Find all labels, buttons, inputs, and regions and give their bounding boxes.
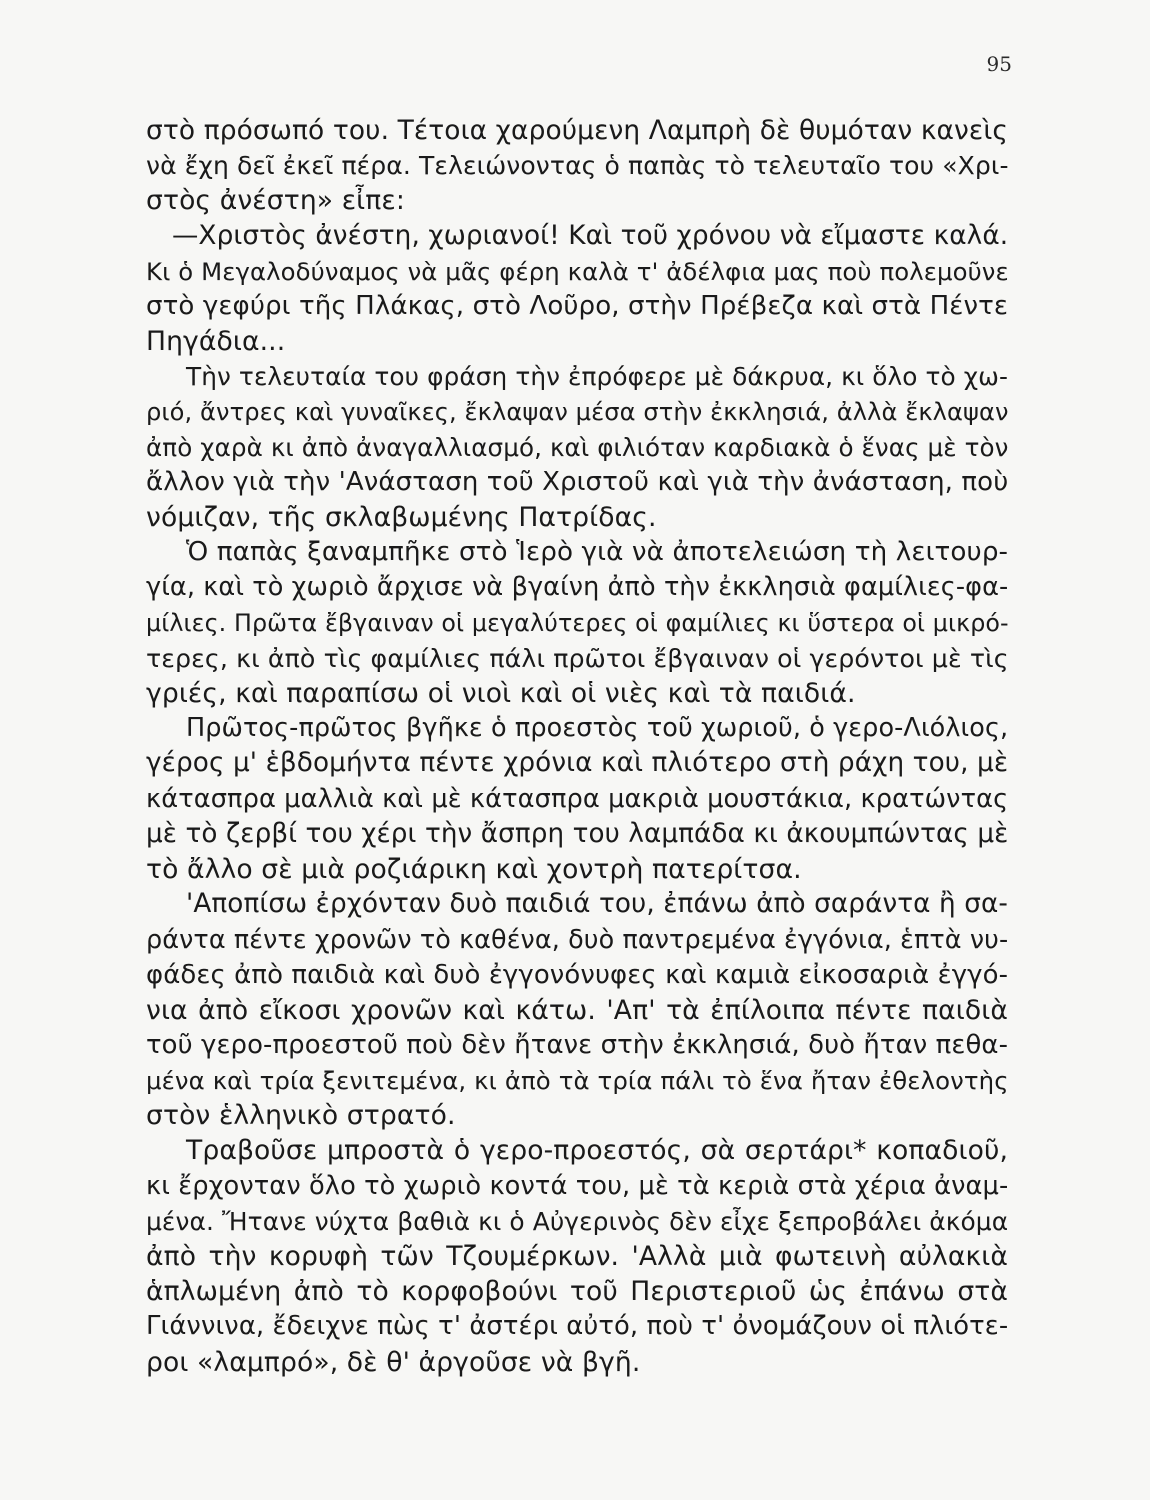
text-line: Κι ὁ Μεγαλοδύναμος νὰ μᾶς φέρη καλὰ τ' ἀδέλφια μας ποὺ πολεμοῦνε	[146, 256, 1009, 286]
page-number: 95	[986, 52, 1012, 76]
text-line: στὸς ἀνέστη» εἶπε:	[146, 185, 405, 217]
text-line: ἀπὸ χαρὰ κι ἀπὸ ἀναγαλλιασμό, καὶ φιλιόταν καρδιακὰ ὁ ἕνας μὲ τὸν	[146, 432, 1009, 462]
text-line: νια ἀπὸ εἴκοσι χρονῶν καὶ κάτω. 'Απ' τὰ ἐπίλοιπα πέντε παιδιὰ	[146, 994, 1008, 1026]
text-line: κάτασπρα μαλλιὰ καὶ μὲ κάτασπρα μακριὰ μουστάκια, κρατώντας	[146, 783, 1009, 814]
text-line: Γιάννινα, ἔδειχνε πὼς τ' ἀστέρι αὐτό, ποὺ τ' ὀνομάζουν οἱ πλιότε-	[146, 1311, 1009, 1342]
text-line: στὸ γεφύρι τῆς Πλάκας, στὸ Λοῦρο, στὴν Πρέβεζα καὶ στὰ Πέντε	[146, 290, 1009, 321]
body-text	[146, 113, 1008, 1380]
text-line: ἁπλωμένη ἀπὸ τὸ κορφοβούνι τοῦ Περιστεριοῦ ὡς ἐπάνω στὰ	[146, 1276, 1009, 1308]
text-line: τὸ ἄλλο σὲ μιὰ ροζιάρικη καὶ χοντρὴ πατερίτσα.	[146, 853, 802, 885]
text-line: ἄλλον γιὰ τὴν 'Ανάσταση τοῦ Χριστοῦ καὶ γιὰ τὴν ἀνάσταση, ποὺ	[146, 466, 1009, 497]
text-line: μὲ τὸ ζερβί του χέρι τὴν ἄσπρη του λαμπάδα κι ἀκουμπώντας μὲ	[146, 818, 1009, 849]
text-line: γριές, καὶ παραπίσω οἱ νιοὶ καὶ οἱ νιὲς καὶ τὰ παιδιά.	[146, 678, 856, 709]
text-line: ράντα πέντε χρονῶν τὸ καθένα, δυὸ παντρεμένα ἐγγόνια, ἑπτὰ νυ-	[146, 924, 1009, 955]
text-line: μένα. Ἤτανε νύχτα βαθιὰ κι ὁ Αὐγερινὸς δὲν εἶχε ξεπροβάλει ἀκόμα	[146, 1206, 1009, 1236]
text-line: Πρῶτος-πρῶτος βγῆκε ὁ προεστὸς τοῦ χωριοῦ, ὁ γερο-Λιόλιος,	[186, 713, 1009, 744]
text-line: 'Αποπίσω ἐρχόνταν δυὸ παιδιά του, ἐπάνω ἀπὸ σαράντα ἢ σα-	[186, 889, 1008, 920]
text-line: τοῦ γερο-προεστοῦ ποὺ δὲν ἤτανε στὴν ἐκκλησιά, δυὸ ἤταν πεθα-	[146, 1029, 1009, 1060]
text-line: μένα καὶ τρία ξενιτεμένα, κι ἀπὸ τὰ τρία πάλι τὸ ἕνα ἤταν ἐθελοντὴς	[146, 1066, 1009, 1096]
text-line: στὸν ἑλληνικὸ στρατό.	[146, 1100, 456, 1132]
text-line: Τὴν τελευταία του φράση τὴν ἐπρόφερε μὲ δάκρυα, κι ὅλο τὸ χω-	[186, 362, 1009, 392]
text-line: μίλιες. Πρῶτα ἔβγαιναν οἱ μεγαλύτερες οἱ φαμίλιες κι ὕστερα οἱ μικρό-	[146, 608, 1009, 637]
text-line: ριό, ἄντρες καὶ γυναῖκες, ἔκλαψαν μέσα στὴν ἐκκλησιά, ἀλλὰ ἔκλαψαν	[146, 397, 1009, 426]
text-line: νόμιζαν, τῆς σκλαβωμένης Πατρίδας.	[146, 502, 657, 534]
text-line: γέρος μ' ἑβδομήντα πέντε χρόνια καὶ πλιότερο στὴ ράχη του, μὲ	[146, 748, 1009, 779]
text-line: ἀπὸ τὴν κορυφὴ τῶν Τζουμέρκων. 'Αλλὰ μιὰ φωτεινὴ αὐλακιὰ	[146, 1241, 1008, 1272]
text-line: στὸ πρόσωπό του. Τέτοια χαρούμενη Λαμπρὴ δὲ θυμόταν κανεὶς	[146, 115, 1008, 146]
text-line: τερες, κι ἀπὸ τὶς φαμίλιες πάλι πρῶτοι ἔβγαιναν οἱ γερόντοι μὲ τὶς	[146, 643, 1009, 673]
text-line: Πηγάδια...	[146, 326, 286, 358]
text-line: ροι «λαμπρό», δὲ θ' ἀργοῦσε νὰ βγῆ.	[146, 1346, 641, 1378]
text-line: Ὁ παπὰς ξαναμπῆκε στὸ Ἱερὸ γιὰ νὰ ἀποτελειώση τὴ λειτουρ-	[186, 537, 1009, 568]
text-line: γία, καὶ τὸ χωριὸ ἄρχισε νὰ βγαίνη ἀπὸ τὴν ἐκκλησιὰ φαμίλιες-φα-	[146, 572, 1009, 603]
text-line: Τραβοῦσε μπροστὰ ὁ γερο-προεστός, σὰ σερτάρι* κοπαδιοῦ,	[186, 1135, 1008, 1167]
text-line: νὰ ἔχη δεῖ ἐκεῖ πέρα. Τελειώνοντας ὁ παπὰς τὸ τελευταῖο του «Χρι-	[146, 151, 1009, 181]
text-line: κι ἔρχονταν ὅλο τὸ χωριὸ κοντά του, μὲ τὰ κεριὰ στὰ χέρια ἀναμ-	[146, 1170, 1009, 1201]
text-line: —Χριστὸς ἀνέστη, χωριανοί! Καὶ τοῦ χρόνου νὰ εἴμαστε καλά.	[172, 220, 1009, 251]
text-line: φάδες ἀπὸ παιδιὰ καὶ δυὸ ἐγγονόνυφες καὶ καμιὰ εἰκοσαριὰ ἐγγό-	[146, 959, 1009, 990]
